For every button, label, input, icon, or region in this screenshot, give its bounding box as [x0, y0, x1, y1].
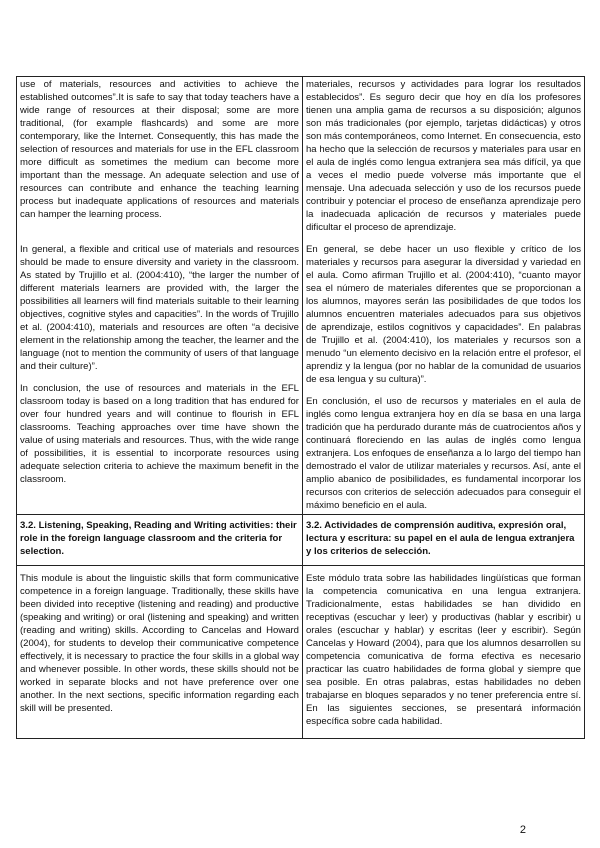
section-heading-row — [17, 515, 585, 566]
spanish-paragraph: materiales, recursos y actividades para lograr los resultados establecidos”. Es seguro decir que hoy en día los profesores tienen una amplia gama de recursos a su disposición; algunos son más tradicionales (por ejemplo, tarjetas didácticas) y otros son más contemporáneos, como Internet. En consecuencia, esto ha hecho que la selección de recursos y materiales para usar en el aula de inglés como lengua extranjera sea más difícil, ya que a veces el medio puede volverse más importante que el mensaje. Una adecuada selección y uso de los recursos puede contribuir y potenciar el proceso de enseñanza aprendizaje pero la inadecuada aplicación de recursos y materiales puede dificultar el proceso de aprendizaje. — [306, 79, 581, 233]
english-section-heading: 3.2. Listening, Speaking, Reading and Writing activities: their role in the foreign language classroom and the criteria for selection. — [17, 515, 303, 566]
spanish-column — [303, 77, 585, 515]
english-paragraph: use of materials, resources and activities to achieve the established outcomes”.It is safe to say that today teachers have a wide range of resources at their disposal; some are more traditional, (for example flashcards) and some are more contemporary, like the Internet. Consequently, this has made the selection of resources and materials for use in the EFL classroom more difficult as sometimes the medium can become more important than the message. An adequate selection and use of resources can contribute and enhance the teaching learning process but inadequate applications of resources and materials can hamper the learning process. — [20, 79, 299, 220]
spanish-section-heading: 3.2. Actividades de comprensión auditiva, expresión oral, lectura y escritura: su papel en el aula de lengua extranjera y los criterios de selección. — [303, 515, 585, 566]
resources-row — [17, 77, 585, 515]
english-paragraph: In conclusion, the use of resources and materials in the EFL classroom today is based on a long tradition that has endured for over four hundred years and will continue to flourish in EFL classrooms. Teaching approaches over time have shown the value of using materials and resources. Thus, with the wide range of possibilities, it is essential to incorporate resources using adequate selection criteria to achieve the maximum benefit in the classroom. — [20, 383, 299, 485]
spanish-paragraph: En conclusión, el uso de recursos y materiales en el aula de inglés como lengua extranjera hoy en día se basa en una larga tradición que ha perdurado durante más de cuatrocientos años y continuará floreciendo en las aulas de inglés como lengua extranjera. Los enfoques de enseñanza a lo largo del tiempo han demostrado el valor de utilizar materiales y recursos. Así, ante el amplio abanico de posibilidades, es fundamental incorporar los recursos con criterios de selección adecuados para conseguir el máximo beneficio en el aula. — [306, 396, 581, 511]
page-number: 2 — [519, 824, 526, 836]
english-paragraph: In general, a flexible and critical use of materials and resources should be made to ensure diversity and variety in the classroom. As stated by Trujillo et al. (2004:410), “the larger the number of different materials learners are provided with, the larger the possibilities all learners will find materials suitable to their learning objectives, cognitive styles and capacities”. In the words of Trujillo et al. (2004:410), materials and resources are often “a decisive element in the relationship among the teacher, the learner and the language (not to mention the community of users of that language and their culture)”. — [20, 244, 299, 372]
english-column — [17, 566, 303, 739]
bilingual-table — [16, 76, 585, 739]
skills-row — [17, 566, 585, 739]
spanish-column — [303, 566, 585, 739]
spanish-paragraph: En general, se debe hacer un uso flexible y crítico de los materiales y recursos para asegurar la diversidad y variedad en el aula. Como afirman Trujillo et al. (2004:410), “cuanto mayor sea el número de materiales diferentes que se proporcionan a los alumnos, mayores serán las posibilidades de que todos los alumnos encuentren materiales adecuados para sus objetivos de aprendizaje, estilos cognitivos y capacidades”. En palabras de Trujillo et al. (2004:410), los materiales y recursos son a menudo “un elemento decisivo en la relación entre el profesor, el aprendiz y la lengua (por no hablar de la comunidad de usuarios de esa lengua y su cultura)”. — [306, 244, 581, 385]
spanish-paragraph: Este módulo trata sobre las habilidades lingüísticas que forman la competencia comunicativa en una lengua extranjera. Tradicionalmente, estas habilidades se han dividido en receptivas (escuchar y leer) y productivas (hablar y escribir) u orales (escuchar y hablar) y escritas (leer y escribir). Según Cancelas y Howard (2004), para que los alumnos desarrollen su competencia comunicativa de forma efectiva es necesario practicar las cuatro habilidades de forma global y siempre que sea posible. En otras palabras, estas habilidades no deben trabajarse en bloques separados y no tener preferencia entre sí. En las siguientes secciones, se presentará información específica sobre cada habilidad. — [306, 573, 581, 727]
english-column — [17, 77, 303, 515]
english-paragraph: This module is about the linguistic skills that form communicative competence in a foreign language. Traditionally, these skills have been divided into receptive (listening and reading) and productive (speaking and writing) or oral (listening and speaking) and written (reading and writing) skills. According to Cancelas and Howard (2004), for students to develop their communicative competence effectively, it is necessary to practice the four skills in a global way and whenever possible. In other words, these skills should not be worked in separate blocks and not have preference over one another. In the next sections, specific information regarding each skill will be presented. — [20, 573, 299, 714]
